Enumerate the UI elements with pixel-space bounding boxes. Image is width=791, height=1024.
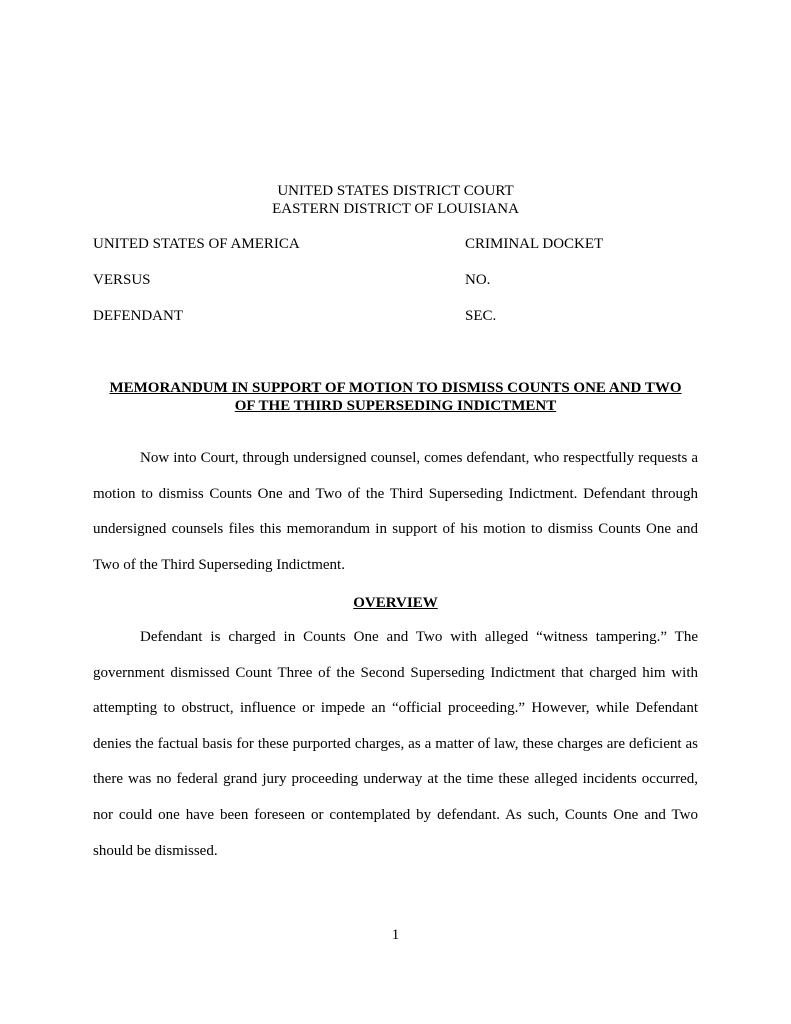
overview-heading: OVERVIEW bbox=[353, 595, 438, 611]
caption-docket-label: CRIMINAL DOCKET bbox=[465, 236, 604, 252]
court-name bbox=[0, 182, 791, 218]
caption-row-2 bbox=[93, 272, 713, 292]
caption-defendant: DEFENDANT bbox=[93, 308, 183, 324]
court-line-2: EASTERN DISTRICT OF LOUISIANA bbox=[272, 201, 519, 217]
caption-row-3 bbox=[93, 308, 713, 328]
caption-plaintiff: UNITED STATES OF AMERICA bbox=[93, 236, 300, 252]
caption-versus: VERSUS bbox=[93, 272, 151, 288]
caption-row-1 bbox=[93, 236, 713, 256]
overview-paragraph: Defendant is charged in Counts One and Two with alleged “witness tampering.” The government dismissed Count Three of the Second Superseding Indictment that charged him with attempting to obstruct, influence or impede an “official proceeding.” However, while Defendant denies the factual basis for these purported charges, as a matter of law, these charges are deficient as there was no federal grand jury proceeding underway at the time these alleged incidents occurred, nor could one have been foreseen or contemplated by defendant. As such, Counts One and Two should be dismissed. bbox=[93, 629, 698, 859]
intro-paragraph: Now into Court, through undersigned counsel, comes defendant, who respectfully requests a motion to dismiss Counts One and Two of the Third Superseding Indictment. Defendant through undersigned counsels files this memorandum in support of his motion to dismiss Counts One and Two of the Third Superseding Indictment. bbox=[93, 450, 698, 573]
caption-number-label: NO. bbox=[465, 272, 491, 288]
memorandum-title-line-2: OF THE THIRD SUPERSEDING INDICTMENT bbox=[234, 398, 557, 414]
memorandum-title bbox=[93, 379, 698, 415]
memorandum-title-line-1: MEMORANDUM IN SUPPORT OF MOTION TO DISMISS COUNTS ONE AND TWO bbox=[109, 380, 682, 396]
court-line-1: UNITED STATES DISTRICT COURT bbox=[277, 183, 514, 199]
page-number: 1 bbox=[391, 927, 400, 943]
caption-section-label: SEC. bbox=[465, 308, 497, 324]
